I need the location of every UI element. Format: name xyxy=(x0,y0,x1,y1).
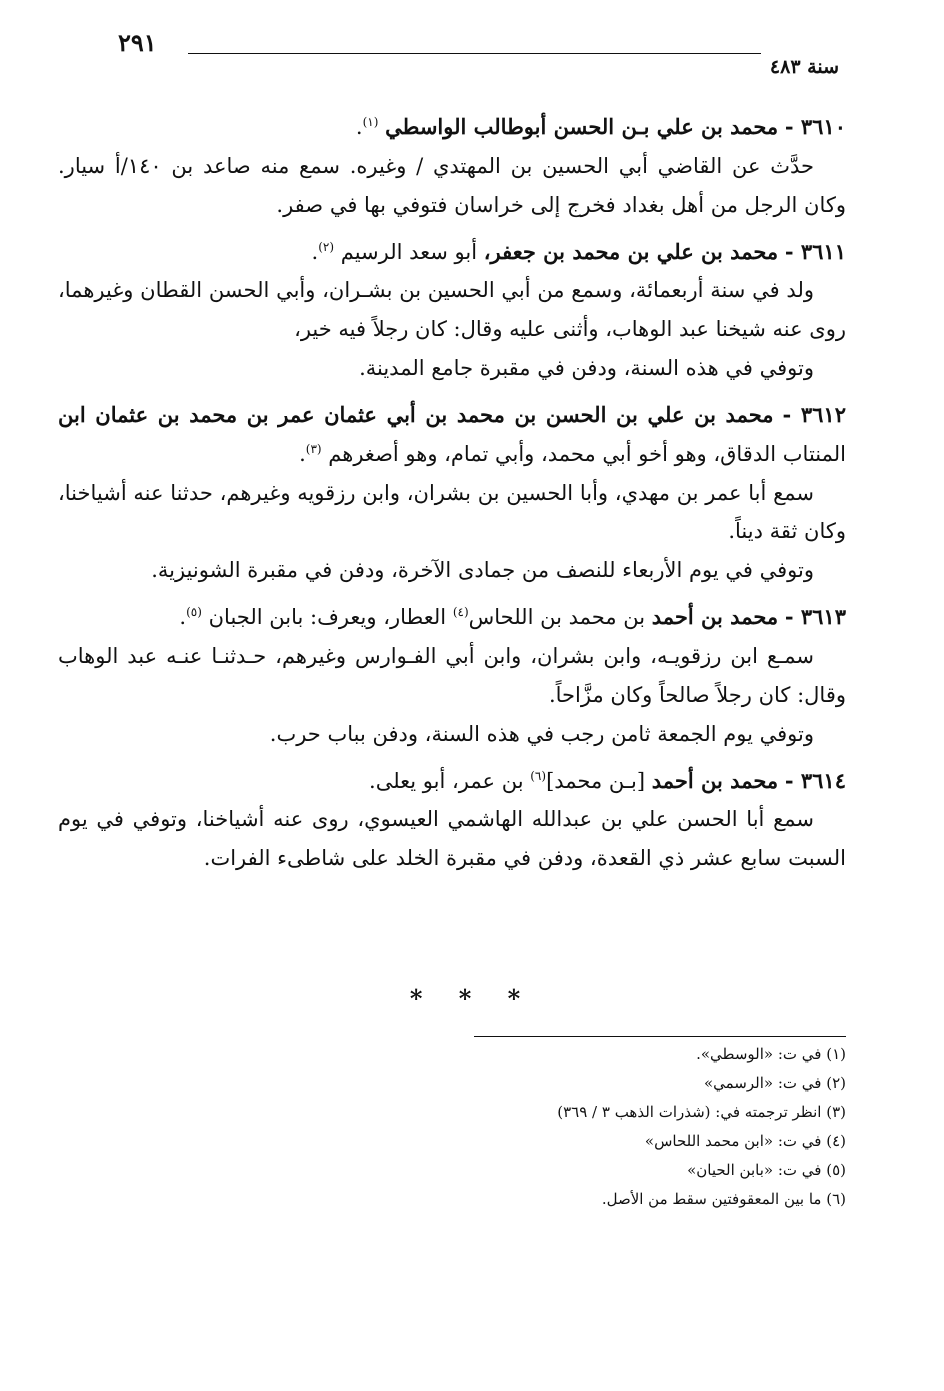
footnote: (٢) في ت: «الرسمي» xyxy=(703,1074,846,1092)
biography-entry xyxy=(58,762,846,879)
entry-paragraph: ولد في سنة أربعمائة، وسمع من أبي الحسين بن بشـران، وأبي الحسن القطان وغيرهما، روى عنه شيخنا عبد الوهاب، وأثنى عليه وقال: كان رجلاً فيه خير، xyxy=(58,278,846,342)
entry-paragraph: سمع أبا الحسن علي بن عبدالله الهاشمي العيسوي، روى عنه أشياخنا، وتوفي في يوم السبت سابع عشر ذي القعدة، ودفن في مقبرة الخلد على شاطىء الفرات. xyxy=(58,807,846,871)
entry-number: ٣٦١٠ - xyxy=(784,114,846,139)
entry-tail: . xyxy=(179,605,187,630)
footnote: (٤) في ت: «ابن محمد اللحاس» xyxy=(644,1132,846,1150)
footnote: (٥) في ت: «بابن الحيان» xyxy=(687,1161,846,1179)
entry-name-rest: أبو سعد الرسيم xyxy=(340,239,484,264)
entry-paragraph: وتوفي في يوم الأربعاء للنصف من جمادى الآخرة، ودفن في مقبرة الشونيزية. xyxy=(151,558,814,583)
entry-paragraph: سمع أبا عمر بن مهدي، وأبا الحسين بن بشران، وابن رزقويه وغيرهم، حدثنا عنه أشياخنا، وكان ثقة ديناً. xyxy=(58,480,846,544)
entry-paragraph: وتوفي يوم الجمعة ثامن رجب في هذه السنة، ودفن بباب حرب. xyxy=(269,721,814,746)
footnote: (١) في ت: «الوسطي». xyxy=(696,1045,846,1063)
entry-heading xyxy=(58,598,846,637)
entry-tail: . xyxy=(369,768,376,793)
biography-entry xyxy=(58,108,846,225)
entry-name: محمد بن أحمد xyxy=(651,604,779,630)
footnotes xyxy=(326,1040,846,1214)
entry-number: ٣٦١٤ - xyxy=(784,767,846,793)
entry-heading xyxy=(58,396,846,474)
entry-name: محمد بن علي بن محمد بن جعفر، xyxy=(483,238,779,264)
header-rule xyxy=(188,53,761,54)
footnote-ref: (٦) xyxy=(530,768,547,783)
footnote-ref: (٣) xyxy=(305,441,322,456)
footnote-ref: (٤) xyxy=(452,605,469,620)
biography-entry xyxy=(58,598,846,753)
section-separator: * * * xyxy=(409,984,535,1013)
entry-name: محمد بن علي بـن الحسن أبوطالب الواسطي xyxy=(385,114,779,139)
entry-name-rest: العطار، ويعرف: بابن الجبان xyxy=(208,605,453,630)
footnote: (٣) انظر ترجمته في: (شذرات الذهب ٣ / ٣٦٩) xyxy=(557,1103,846,1121)
entry-name: محمد بن علي بن الحسن بن محمد بن أبي عثمان عمر بن محمد بن عثمان ابن xyxy=(58,401,774,427)
entry-number: ٣٦١٢ - xyxy=(782,401,846,427)
entry-heading xyxy=(58,108,846,147)
entry-name-rest: بن عمر، أبو يعلى xyxy=(375,768,531,793)
entry-number: ٣٦١٣ - xyxy=(784,604,846,630)
entry-paragraph: وتوفي في هذه السنة، ودفن في مقبرة جامع المدينة. xyxy=(359,356,814,381)
footnote-rule xyxy=(474,1036,846,1037)
entry-paragraph: سمـع ابن رزقويـه، وابن بشران، وابن أبي الفـوارس وغيرهم، حـدثنـا عنـه عبد الوهاب وقال: كان رجلاً صالحاً وكان مزَّاحاً. xyxy=(58,643,846,707)
footnote-ref: (٥) xyxy=(186,605,202,620)
page-number: ٢٩١ xyxy=(118,28,157,57)
entry-heading xyxy=(58,762,846,801)
entry-paragraph: حدَّث عن القاضي أبي الحسين بن المهتدي / وغيره. سمع منه صاعد بن ١٤٠/أ سيار. وكان الرجل من أهل بغداد فخرج إلى خراسان فتوفي بها في صفر. xyxy=(58,153,846,217)
biography-entry xyxy=(58,396,846,590)
footnote-ref: (١) xyxy=(362,115,379,129)
entry-tail: . xyxy=(355,115,363,139)
biography-entry xyxy=(58,233,846,388)
entry-name: محمد بن أحمد xyxy=(651,767,779,793)
footnote: (٦) ما بين المعقوفتين سقط من الأصل. xyxy=(601,1190,846,1208)
footnote-ref: (٢) xyxy=(318,239,335,254)
running-head xyxy=(118,28,839,78)
year-label: سنة ٤٨٣ xyxy=(769,56,839,78)
entry-tail: . xyxy=(299,441,306,466)
entry-name-rest: [بـن محمد] xyxy=(546,768,652,793)
main-text xyxy=(58,108,846,886)
entry-name-rest: بن محمد بن اللحاس xyxy=(468,605,652,630)
entry-name-rest: المنتاب الدقاق، وهو أخو أبي محمد، وأبي تمام، وهو أصغرهم xyxy=(328,441,846,466)
entry-heading xyxy=(58,233,846,272)
entry-tail: . xyxy=(311,239,319,264)
entry-number: ٣٦١١ - xyxy=(784,238,846,264)
